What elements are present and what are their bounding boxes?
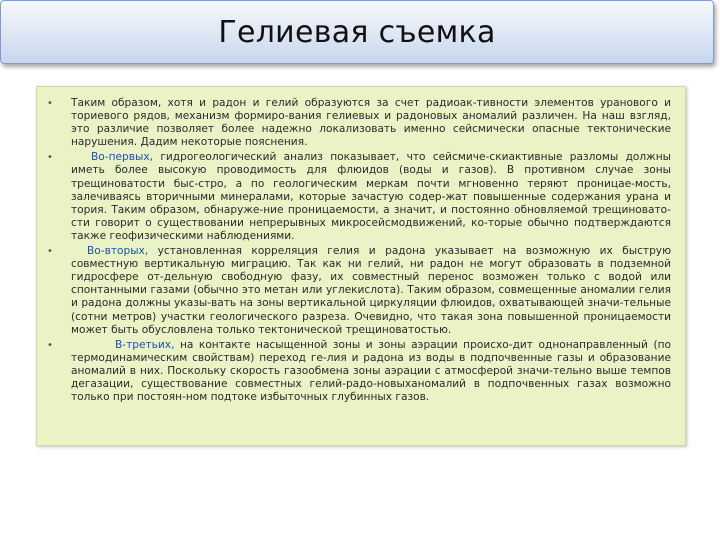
- bullet-icon: •: [47, 98, 53, 109]
- bullet-list: [47, 97, 671, 404]
- bullet-paragraph-3: [47, 245, 671, 337]
- slide-title-bar: [0, 0, 714, 64]
- paragraph-text: гидрогеологический анализ показывает, что сейсмиче-скиактивные разломы должны иметь более высокую проводимость для флюидов (воды и газов). В противном случае зоны трещиноватости быс-стро, а по геологическим меркам почти мгновенно теряют проницае-мость, залечиваясь вторичными минералами, которые зачастую содер-жат повышенные содержания урана и тория. Таким образом, обнаруже-ние проницаемости, а значит, и постоянно обновляемой трещиновато-сти говорит о существовании непрерывных микросейсмодвижений, ко-торые обычно подтверждаются также геофизическими наблюдениями.: [71, 151, 671, 242]
- paragraph-text: на контакте насыщенной зоны и зоны аэрации происхо-дит однонаправленный (по термодинамическим свойствам) переход ге-лия и радона из воды в подпочвенные газы и образование аномалий в них. Поскольку скорость газообмена зоны аэрации с атмосферой значи-тельно выше темпов дегазации, существование совместных гелий-радо-новыханомалий в подпочвенных газах возможно только при постоян-ном подтоке избыточных глубинных газов.: [71, 338, 671, 404]
- bullet-paragraph-2: [47, 151, 671, 243]
- paragraph-lead: Во-вторых,: [87, 245, 149, 258]
- bullet-icon: •: [47, 339, 53, 351]
- slide-title: Гелиевая съемка: [218, 14, 496, 50]
- paragraph-lead: Во-первых,: [91, 151, 153, 164]
- paragraph-text: установленная корреляция гелия и радона указывает на возможную их быструю совместную вертикальную миграцию. Так как ни гелий, ни радон не могут образовать в подземной гидросфере от-дельную свободную фазу, их совместный перенос возможен только с водой или спонтанными газами (обычно это метан или углекислота). Таким образом, совмещенные аномалии гелия и радона должны указы-вать на зоны вертикальной циркуляции флюидов, охватывающей значи-тельные (сотни метров) участки геологического разреза. Очевидно, что такая зона повышенной проницаемости может быть обусловлена только тектонической трещиноватостью.: [71, 245, 671, 336]
- bullet-paragraph-1: [47, 97, 671, 149]
- bullet-icon: •: [47, 152, 53, 164]
- paragraph-lead: В-третьих,: [115, 338, 175, 351]
- content-panel: [36, 86, 686, 446]
- bullet-icon: •: [47, 246, 53, 258]
- paragraph-text: Таким образом, хотя и радон и гелий образуются за счет радиоак-тивности элементов уранового и ториевого рядов, механизм формиро-вания гелиевых и радоновых аномалий различен. На наш взгляд, это различие позволяет более надежно локализовать именно сейсмически опасные тектонические нарушения. Дадим некоторые пояснения.: [71, 97, 671, 149]
- bullet-paragraph-4: [47, 339, 671, 404]
